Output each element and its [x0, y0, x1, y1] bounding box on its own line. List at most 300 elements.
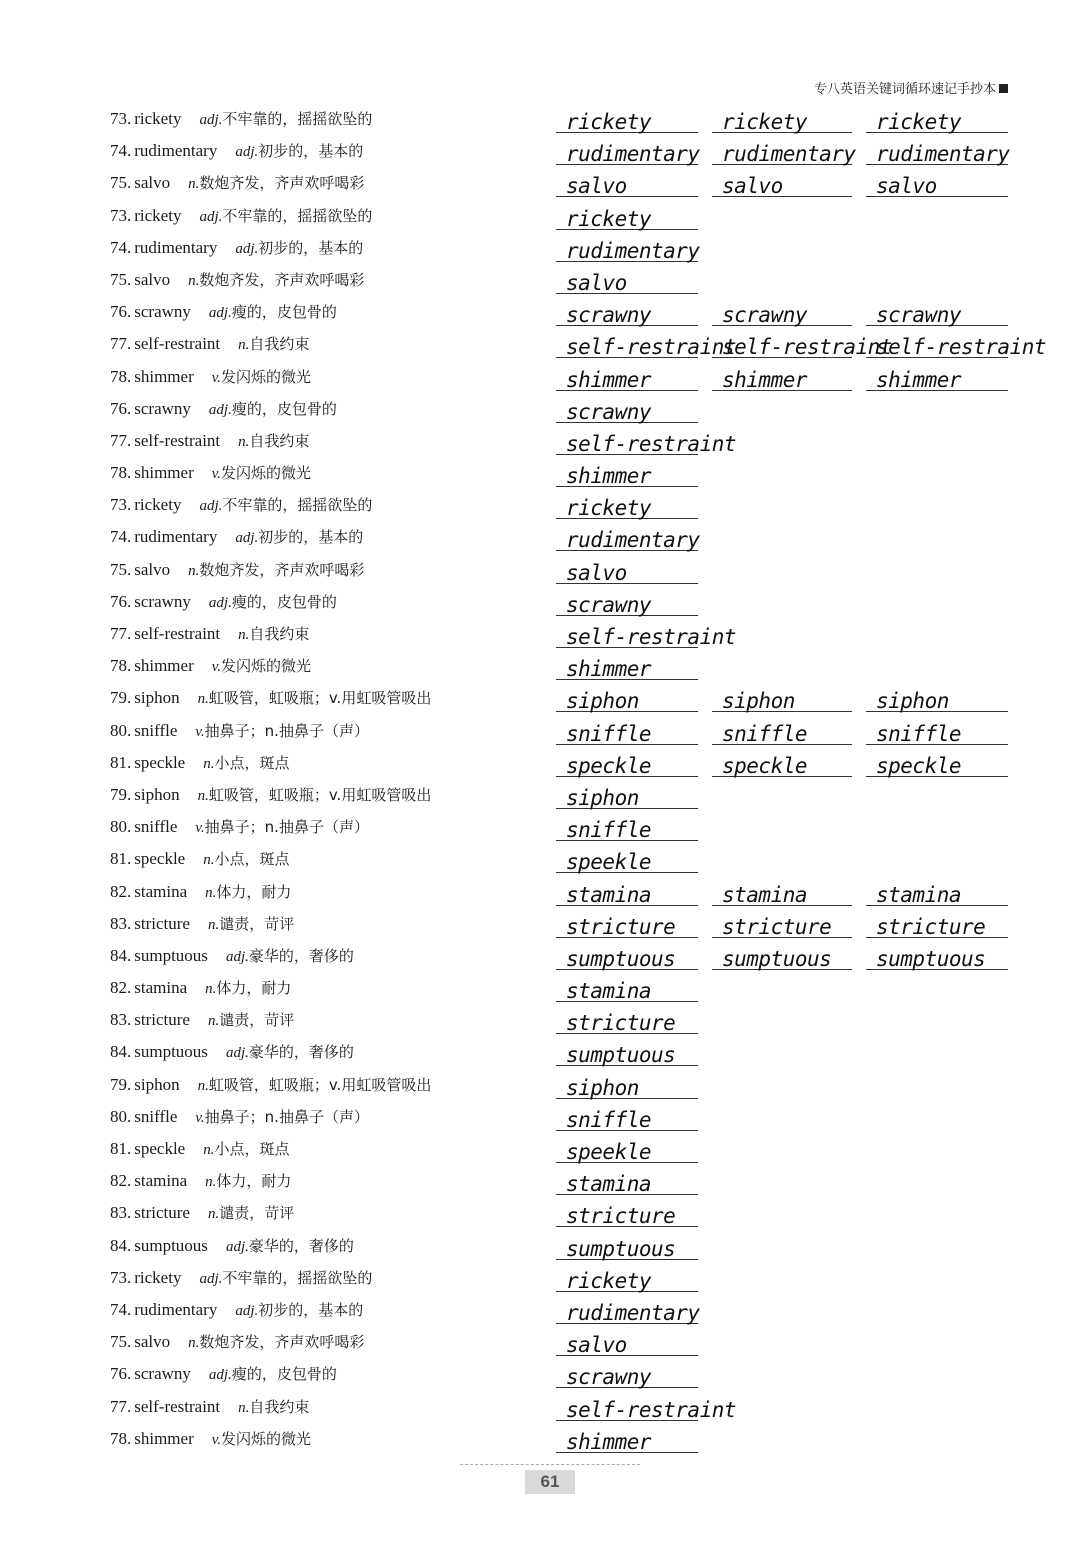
entry-pos: n.	[203, 852, 215, 869]
entry-number: 74.	[110, 527, 132, 547]
handwritten-word: rickety	[566, 110, 652, 134]
entry-number: 79.	[110, 688, 132, 708]
entry-number: 77.	[110, 334, 132, 354]
writing-line	[556, 589, 698, 616]
handwritten-word: scrawny	[566, 399, 652, 424]
header-title: 专八英语关键词循环速记手抄本	[813, 82, 996, 97]
writing-line	[866, 170, 1008, 197]
entry-number: 76.	[110, 591, 132, 611]
entry-definition: 谴责，苛评	[219, 1011, 295, 1030]
entry-word: siphon	[134, 784, 180, 804]
writing-line	[556, 557, 698, 584]
entry-definition: 小点，斑点	[214, 850, 290, 869]
handwritten-word: scrawny	[722, 303, 808, 328]
entry-pos: adj.	[235, 1302, 259, 1319]
entry-word: rickety	[134, 1267, 182, 1287]
handwritten-word: rudimentary	[566, 238, 700, 263]
writing-line	[556, 1361, 698, 1388]
entry-pos: adj.	[208, 1367, 232, 1384]
entry-number: 77.	[110, 1396, 132, 1416]
vocab-row	[0, 1327, 1080, 1359]
handwritten-word: sniffle	[722, 721, 808, 746]
handwritten-word: rickety	[722, 110, 808, 134]
vocab-entry	[110, 977, 291, 998]
writing-line	[556, 750, 698, 777]
handwritten-word: sumptuous	[876, 946, 986, 971]
entry-word: scrawny	[134, 302, 191, 322]
entry-definition: 数炮齐发，齐声欢呼喝彩	[199, 270, 365, 289]
writing-line	[556, 1265, 698, 1292]
handwritten-word: speckle	[876, 753, 962, 778]
handwritten-word: speckle	[722, 753, 808, 778]
vocab-entry	[110, 108, 372, 129]
handwritten-word: stricture	[566, 1011, 676, 1036]
writing-line	[556, 911, 698, 938]
entry-definition: 发闪烁的微光	[221, 1429, 312, 1448]
vocab-row	[0, 716, 1080, 748]
entry-definition: 初步的，基本的	[258, 142, 364, 161]
vocab-entry	[110, 720, 369, 741]
entry-number: 81.	[110, 1139, 132, 1158]
entry-word: salvo	[134, 173, 171, 193]
vocab-row	[0, 104, 1080, 136]
entry-word: sniffle	[134, 1106, 178, 1126]
vocab-row	[0, 748, 1080, 780]
writing-line	[556, 1039, 698, 1066]
vocab-entry	[110, 172, 364, 193]
vocab-entry	[110, 848, 290, 869]
entry-word: sumptuous	[134, 1042, 208, 1062]
handwritten-word: salvo	[876, 174, 937, 199]
entry-definition: 虹吸管，虹吸瓶；v.用虹吸管吸出	[208, 785, 432, 804]
entry-number: 74.	[110, 141, 132, 161]
entry-pos: n.	[238, 433, 250, 450]
writing-line	[712, 364, 852, 391]
entry-definition: 初步的，基本的	[258, 238, 364, 257]
writing-line	[866, 685, 1008, 712]
entry-pos: n.	[238, 1399, 250, 1416]
vocab-entry	[110, 1267, 372, 1288]
handwritten-word: salvo	[722, 174, 783, 199]
entry-word: self-restraint	[134, 624, 221, 643]
handwritten-word: sniffle	[876, 721, 962, 746]
entry-pos: adj.	[208, 305, 232, 322]
writing-line	[556, 782, 698, 809]
entry-pos: adj.	[199, 112, 223, 128]
entry-definition: 瘦的，皮包骨的	[231, 399, 337, 418]
vocab-row	[0, 265, 1080, 297]
entry-definition: 小点，斑点	[214, 753, 290, 772]
entry-pos: n.	[207, 1013, 220, 1030]
vocab-row	[0, 233, 1080, 265]
entry-pos: v.	[211, 1431, 222, 1448]
vocab-entry	[110, 1170, 291, 1191]
entry-word: sniffle	[134, 817, 178, 837]
writing-line	[556, 235, 698, 262]
vocab-entry	[110, 205, 372, 226]
entry-pos: n.	[207, 916, 220, 933]
entry-number: 75.	[110, 1332, 132, 1352]
writing-line	[556, 492, 698, 519]
entry-pos: adj.	[199, 1270, 223, 1287]
vocab-entry	[110, 623, 309, 644]
entry-number: 83.	[110, 1203, 132, 1223]
entry-pos: adj.	[235, 530, 259, 547]
entry-definition: 自我约束	[249, 1397, 310, 1416]
vocab-entry	[110, 1235, 354, 1256]
handwritten-word: scrawny	[566, 303, 652, 328]
handwritten-word: stamina	[566, 979, 652, 1004]
vocab-row	[0, 1295, 1080, 1327]
vocab-row	[0, 780, 1080, 812]
vocab-entry	[110, 526, 363, 547]
entry-number: 84.	[110, 945, 132, 965]
entry-word: speckle	[134, 849, 186, 869]
entry-pos: v.	[195, 1109, 205, 1126]
entry-word: stricture	[134, 1203, 190, 1223]
handwritten-word: stricture	[566, 914, 676, 939]
handwritten-word: salvo	[566, 1333, 627, 1358]
entry-number: 78.	[110, 656, 132, 676]
writing-line	[712, 299, 852, 326]
entry-pos: n.	[197, 1077, 209, 1094]
vocab-entry	[110, 269, 364, 290]
entry-word: shimmer	[134, 366, 194, 386]
entry-definition: 谴责，苛评	[219, 914, 295, 933]
vocab-row	[0, 522, 1080, 554]
entry-number: 78.	[110, 366, 132, 386]
vocab-entry	[110, 1202, 294, 1223]
handwritten-word: self-restraint	[566, 625, 737, 649]
entry-number: 80.	[110, 720, 132, 740]
handwritten-word: speekle	[566, 850, 652, 875]
entry-definition: 瘦的，皮包骨的	[231, 303, 337, 322]
vocab-entry	[110, 140, 363, 161]
entry-pos: adj.	[225, 1045, 249, 1062]
writing-line	[556, 267, 698, 294]
vocab-entry	[110, 430, 309, 451]
entry-word: salvo	[134, 269, 171, 289]
entry-number: 84.	[110, 1042, 132, 1062]
handwritten-word: rickety	[566, 206, 652, 231]
vocab-row	[0, 490, 1080, 522]
handwritten-word: stricture	[876, 914, 986, 939]
writing-line	[556, 299, 698, 326]
handwritten-word: rudimentary	[876, 142, 1010, 167]
entry-pos: v.	[211, 369, 222, 386]
entry-word: stamina	[134, 978, 188, 998]
vocab-entry	[110, 559, 364, 580]
entry-number: 77.	[110, 430, 132, 450]
vocab-list	[0, 104, 1080, 1456]
entry-word: self-restraint	[134, 430, 221, 450]
writing-line	[556, 106, 698, 133]
writing-line	[712, 750, 852, 777]
entry-definition: 瘦的，皮包骨的	[231, 592, 337, 611]
entry-definition: 不牢靠的，摇摇欲坠的	[222, 206, 373, 225]
vocab-entry	[110, 1106, 369, 1127]
vocab-row	[0, 877, 1080, 909]
square-icon	[999, 84, 1008, 93]
entry-definition: 不牢靠的，摇摇欲坠的	[222, 110, 373, 128]
entry-definition: 自我约束	[249, 431, 310, 450]
handwritten-word: stricture	[566, 1204, 676, 1229]
entry-pos: n.	[205, 1174, 217, 1191]
handwritten-word: sniffle	[566, 818, 652, 843]
page-header	[814, 78, 1008, 97]
entry-number: 76.	[110, 398, 132, 418]
handwritten-word: rickety	[566, 1268, 652, 1293]
entry-number: 84.	[110, 1235, 132, 1255]
writing-line	[556, 428, 737, 456]
entry-pos: v.	[195, 723, 205, 740]
entry-word: rudimentary	[134, 1299, 218, 1319]
entry-definition: 数炮齐发，齐声欢呼喝彩	[199, 174, 365, 193]
entry-pos: n.	[197, 787, 209, 804]
vocab-entry	[110, 301, 337, 322]
entry-word: speckle	[134, 752, 186, 772]
handwritten-word: scrawny	[566, 592, 652, 617]
vocab-row	[0, 1102, 1080, 1134]
vocab-row	[0, 909, 1080, 941]
entry-word: sumptuous	[134, 1235, 208, 1255]
handwritten-word: shimmer	[566, 367, 652, 392]
handwritten-word: speekle	[566, 1140, 652, 1164]
entry-definition: 谴责，苛评	[219, 1204, 295, 1223]
writing-line	[556, 1104, 698, 1131]
entry-definition: 抽鼻子；n.抽鼻子（声）	[204, 1107, 369, 1126]
vocab-row	[0, 1263, 1080, 1295]
handwritten-word: rudimentary	[722, 142, 856, 167]
writing-line	[556, 1072, 698, 1099]
entry-word: scrawny	[134, 1364, 191, 1384]
handwritten-word: siphon	[566, 1075, 639, 1100]
entry-number: 79.	[110, 1074, 132, 1094]
vocab-row	[0, 329, 1080, 361]
handwritten-word: shimmer	[876, 367, 962, 392]
entry-pos: n.	[238, 627, 250, 643]
writing-line	[866, 879, 1008, 906]
entry-number: 83.	[110, 913, 132, 933]
entry-word: rickety	[134, 495, 182, 515]
entry-definition: 体力，耐力	[216, 1172, 292, 1191]
vocab-row	[0, 394, 1080, 426]
entry-definition: 初步的，基本的	[258, 1300, 364, 1319]
entry-word: self-restraint	[134, 334, 221, 354]
entry-definition: 豪华的，奢侈的	[248, 946, 354, 965]
entry-number: 75.	[110, 173, 132, 193]
writing-line	[556, 170, 698, 197]
entry-word: rudimentary	[134, 527, 218, 547]
vocab-row	[0, 458, 1080, 490]
writing-line	[556, 524, 698, 551]
vocab-entry	[110, 398, 337, 419]
writing-line	[556, 846, 698, 873]
entry-pos: adj.	[235, 240, 259, 257]
vocab-row	[0, 297, 1080, 329]
writing-line	[556, 1297, 698, 1324]
entry-definition: 豪华的，奢侈的	[248, 1236, 354, 1255]
vocab-entry	[110, 1041, 354, 1062]
entry-pos: n.	[203, 1142, 215, 1158]
handwritten-word: rudimentary	[566, 142, 700, 167]
entry-pos: n.	[207, 1206, 220, 1223]
writing-line	[556, 1168, 698, 1195]
vocab-entry	[110, 1074, 431, 1095]
vocab-entry	[110, 945, 354, 966]
writing-line	[556, 1200, 698, 1227]
entry-pos: n.	[188, 1335, 200, 1352]
vocab-row	[0, 1166, 1080, 1198]
entry-word: scrawny	[134, 398, 191, 418]
footer-divider	[460, 1464, 640, 1465]
vocab-entry	[110, 1331, 364, 1352]
handwritten-word: rickety	[566, 496, 652, 521]
entry-word: siphon	[134, 1074, 180, 1094]
entry-word: rickety	[134, 109, 182, 128]
vocab-row	[0, 1231, 1080, 1263]
writing-line	[556, 814, 698, 841]
entry-word: sumptuous	[134, 945, 208, 965]
writing-line	[556, 1233, 698, 1260]
entry-pos: n.	[205, 981, 217, 998]
writing-line	[556, 653, 698, 680]
entry-number: 79.	[110, 784, 132, 804]
writing-line	[712, 911, 852, 938]
entry-word: rickety	[134, 205, 182, 225]
vocab-row	[0, 1359, 1080, 1391]
handwritten-word: shimmer	[566, 1429, 652, 1454]
entry-number: 76.	[110, 302, 132, 322]
handwritten-word: shimmer	[566, 464, 652, 489]
entry-number: 82.	[110, 881, 132, 901]
handwritten-word: self-restraint	[876, 335, 1047, 360]
writing-line	[556, 331, 737, 360]
entry-definition: 体力，耐力	[216, 979, 292, 998]
entry-pos: adj.	[199, 498, 223, 515]
writing-line	[556, 1394, 737, 1422]
writing-line	[556, 138, 698, 165]
entry-pos: adj.	[208, 594, 232, 611]
entry-definition: 抽鼻子；n.抽鼻子（声）	[204, 721, 369, 740]
handwritten-word: salvo	[566, 270, 627, 295]
vocab-row	[0, 587, 1080, 619]
entry-definition: 瘦的，皮包骨的	[231, 1365, 337, 1384]
vocab-row	[0, 1134, 1080, 1166]
entry-pos: n.	[197, 691, 209, 708]
vocab-row	[0, 426, 1080, 458]
writing-line	[866, 943, 1008, 970]
entry-word: shimmer	[134, 656, 194, 676]
writing-line	[866, 331, 1047, 360]
writing-line	[712, 718, 852, 745]
writing-line	[556, 975, 698, 1002]
entry-word: rudimentary	[134, 237, 218, 257]
writing-line	[556, 364, 698, 391]
writing-line	[556, 943, 698, 970]
entry-number: 74.	[110, 237, 132, 257]
entry-number: 73.	[110, 109, 132, 128]
entry-definition: 数炮齐发，齐声欢呼喝彩	[199, 1333, 365, 1352]
entry-word: rudimentary	[134, 141, 218, 161]
writing-line	[556, 879, 698, 906]
vocab-entry	[110, 237, 363, 258]
page-footer	[0, 1462, 1080, 1522]
handwritten-word: stamina	[722, 882, 808, 907]
writing-line	[866, 718, 1008, 745]
entry-definition: 发闪烁的微光	[221, 464, 312, 483]
page-number: 61	[525, 1470, 575, 1494]
entry-pos: adj.	[208, 401, 232, 418]
entry-pos: n.	[188, 272, 200, 289]
writing-line	[866, 364, 1008, 391]
writing-line	[712, 106, 852, 133]
entry-number: 80.	[110, 817, 132, 837]
entry-word: sniffle	[134, 720, 178, 740]
handwritten-word: self-restraint	[566, 431, 737, 456]
entry-definition: 抽鼻子；n.抽鼻子（声）	[204, 818, 369, 837]
entry-word: salvo	[134, 559, 171, 579]
handwritten-word: scrawny	[566, 1365, 652, 1390]
entry-number: 76.	[110, 1364, 132, 1384]
entry-word: scrawny	[134, 591, 191, 611]
vocab-entry	[110, 591, 337, 612]
entry-word: stamina	[134, 881, 188, 901]
entry-number: 73.	[110, 1267, 132, 1287]
entry-pos: adj.	[235, 144, 259, 161]
entry-pos: n.	[238, 337, 250, 354]
vocab-row	[0, 973, 1080, 1005]
entry-definition: 不牢靠的，摇摇欲坠的	[222, 496, 373, 515]
entry-definition: 小点，斑点	[214, 1140, 290, 1158]
writing-line	[712, 170, 852, 197]
writing-line	[712, 331, 893, 360]
handwritten-word: shimmer	[722, 367, 808, 392]
handwritten-word: sumptuous	[566, 1043, 676, 1068]
writing-line	[556, 621, 737, 649]
entry-pos: v.	[211, 659, 222, 676]
handwritten-word: scrawny	[876, 303, 962, 328]
entry-pos: v.	[195, 820, 205, 837]
writing-line	[556, 396, 698, 423]
vocab-entry	[110, 1396, 309, 1417]
entry-number: 78.	[110, 1428, 132, 1448]
handwritten-word: self-restraint	[566, 335, 737, 360]
entry-definition: 不牢靠的，摇摇欲坠的	[222, 1268, 373, 1287]
writing-line	[866, 750, 1008, 777]
vocab-row	[0, 1392, 1080, 1424]
writing-line	[556, 1426, 698, 1453]
handwritten-word: stricture	[722, 914, 832, 939]
writing-line	[556, 1136, 698, 1163]
vocab-row	[0, 1070, 1080, 1102]
handwritten-word: rudimentary	[566, 528, 700, 553]
vocab-entry	[110, 752, 290, 773]
handwritten-word: self-restraint	[566, 1397, 737, 1422]
entry-definition: 初步的，基本的	[258, 528, 364, 547]
entry-word: stricture	[134, 913, 190, 933]
vocab-row	[0, 651, 1080, 683]
vocab-entry	[110, 333, 309, 354]
vocab-row	[0, 1198, 1080, 1230]
handwritten-word: siphon	[566, 689, 639, 714]
writing-line	[866, 106, 1008, 133]
entry-word: siphon	[134, 688, 180, 708]
writing-line	[712, 685, 852, 712]
vocab-row	[0, 812, 1080, 844]
writing-line	[866, 299, 1008, 326]
handwritten-word: siphon	[722, 689, 795, 714]
